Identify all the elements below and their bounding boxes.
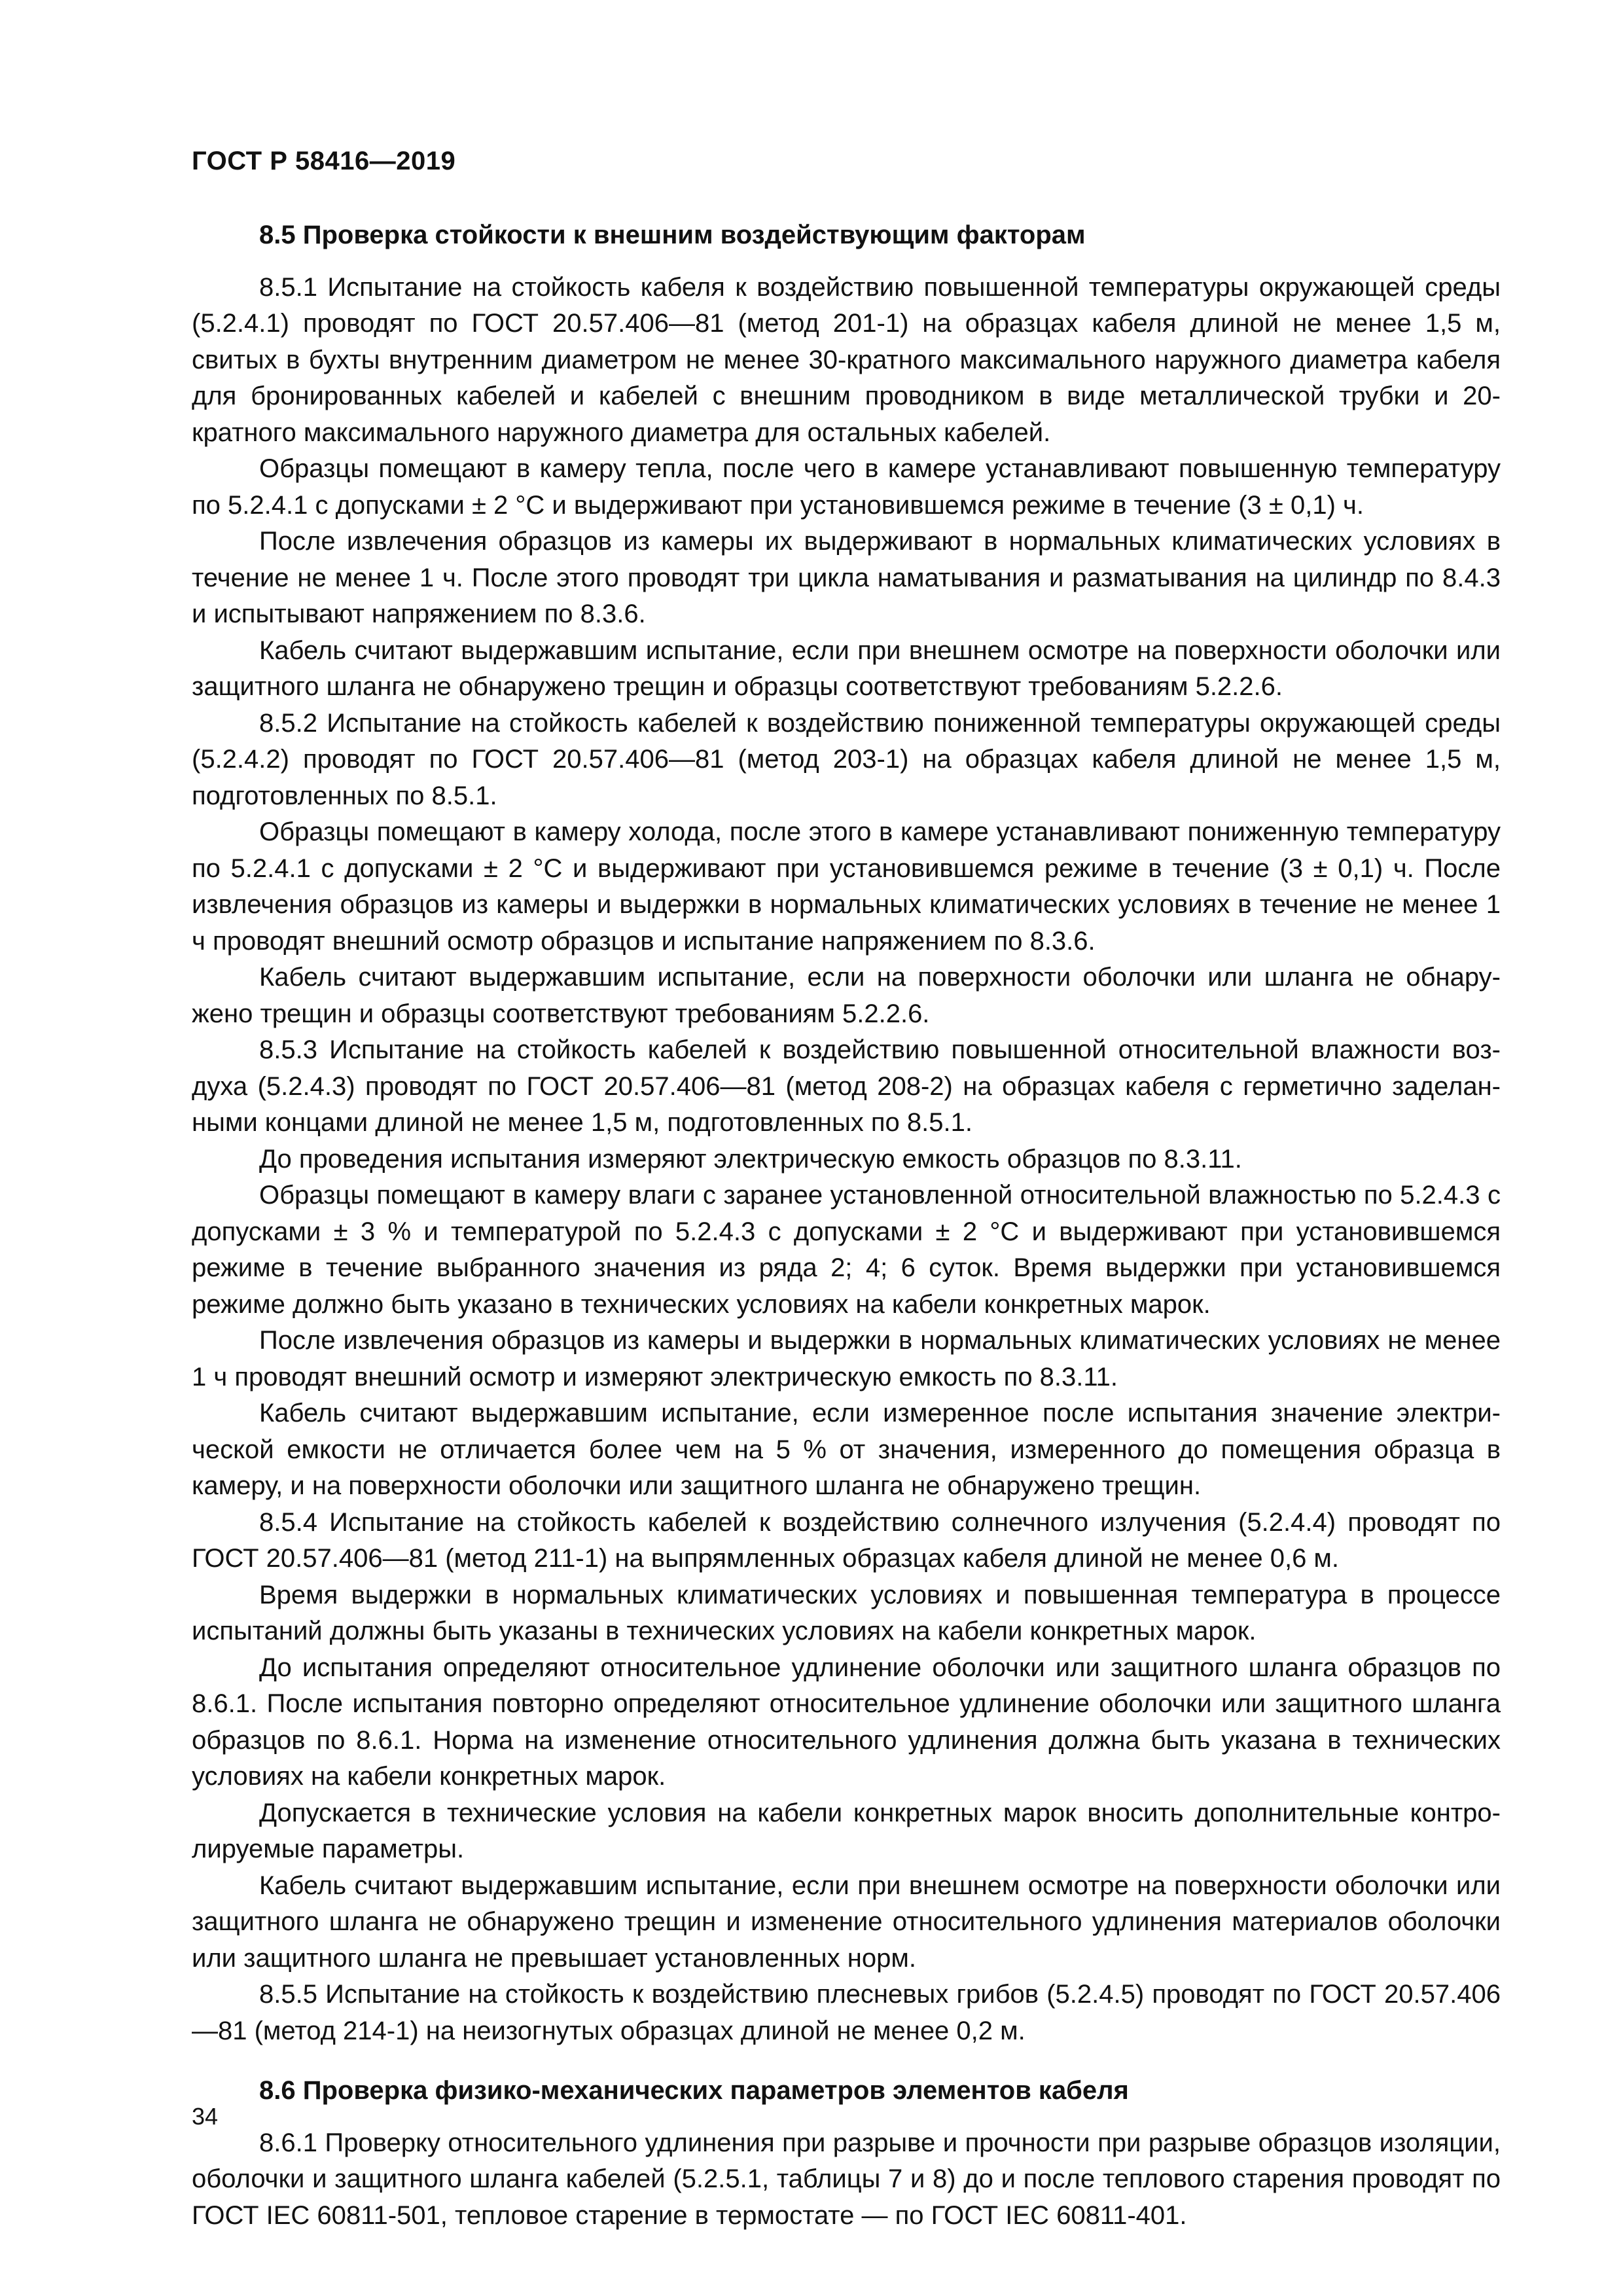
paragraph: До проведения испытания измеряют электрическую емкость образцов по 8.3.11. [259,1144,1242,1174]
paragraph: Образцы помещают в камеру холода, после этого в камере устанавливают пониженную температуру по 5.2.4.1 с допусками ± 2 °С и выдерживают при установившемся режиме в течение (3 ± 0,1) ч. После извлечения образцов из камеры и выдержки в нормальных климатических условиях в течение не менее 1 ч проводят внешний осмотр образцов и испытание напряжением по 8.3.6. [192,817,1501,956]
paragraph: После извлечения образцов из камеры и выдержки в нормальных климатических условиях не менее 1 ч проводят внешний осмотр и измеряют электрическую емкость по 8.3.11. [192,1326,1501,1391]
section-heading: 8.5 Проверка стойкости к внешним воздействующим факторам [259,221,1086,249]
paragraph: После извлечения образцов из камеры их выдерживают в нормальных климатических условиях в течение не менее 1 ч. После этого проводят три цикла наматывания и разматывания на цилиндр по 8.4.3 и испытывают напряжением по 8.3.6. [192,527,1501,628]
paragraph: Образцы помещают в камеру влаги с заранее установленной относительной влажностью по 5.2.4.3 с допусками ± 3 % и температурой по 5.2.4.3 с допусками ± 2 °С и выдерживают при установившемся режиме в течение выбранного значения из ряда 2; 4; 6 суток. Время выдержки при установившемся режиме должно быть указано в технических условиях на кабели конкретных марок. [192,1181,1501,1319]
paragraph: Время выдержки в нормальных климатических условиях и повышенная температура в процессе испытаний должны быть указаны в технических условиях на кабели конкретных марок. [192,1580,1501,1645]
paragraph: Кабель считают выдержавшим испытание, если на поверхности оболочки или шланга не обнаружено трещин и образцы соответствуют требованиям 5.2.2.6. [192,963,1501,1028]
paragraph: 8.5.1 Испытание на стойкость кабеля к воздействию повышенной температуры окружающей среды (5.2.4.1) проводят по ГОСТ 20.57.406—81 (метод 201-1) на образцах кабеля длиной не менее 1,5 м, свитых в бухты внутренним диаметром не менее 30-кратного максимального наружного диаметра кабеля для бронированных кабелей и кабелей с внешним проводником в виде металлической трубки и 20-кратного максимального наружного диаметра для остальных кабелей. [192,272,1501,447]
paragraph: 8.5.2 Испытание на стойкость кабелей к воздействию пониженной температуры окружающей среды (5.2.4.2) проводят по ГОСТ 20.57.406—81 (метод 203-1) на образцах кабеля длиной не менее 1,5 м, подготовленных по 8.5.1. [192,708,1501,810]
document-body [192,217,1501,2234]
paragraph: 8.6.1 Проверку относительного удлинения при разрыве и прочности при разрыве образцов изоляции, оболочки и защитного шланга кабелей (5.2.5.1, таблицы 7 и 8) до и после теплового старения проводят по ГОСТ IEC 60811-501, тепловое старение в термостате — по ГОСТ IEC 60811-401. [192,2128,1501,2230]
paragraph: Допускается в технические условия на кабели конкретных марок вносить дополнительные контролируемые параметры. [192,1798,1501,1863]
page-number: 34 [192,2103,219,2130]
paragraph: Кабель считают выдержавшим испытание, если при внешнем осмотре на поверхности оболочки или защитного шланга не обнаружено трещин и изменение относительного удлинения материалов оболочки или защитного шланга не превышает установленных норм. [192,1871,1501,1973]
section-8-5 [192,217,1501,2049]
paragraph: Кабель считают выдержавшим испытание, если при внешнем осмотре на поверхности оболочки или защитного шланга не обнаружено трещин и образцы соответствуют требованиям 5.2.2.6. [192,636,1501,701]
paragraph: Образцы помещают в камеру тепла, после чего в камере устанавливают повышенную температуру по 5.2.4.1 с допусками ± 2 °С и выдерживают при установившемся режиме в течение (3 ± 0,1) ч. [192,454,1501,520]
paragraph: 8.5.5 Испытание на стойкость к воздействию плесневых грибов (5.2.4.5) проводят по ГОСТ 20.57.406—81 (метод 214-1) на неизогнутых образцах длиной не менее 0,2 м. [192,1980,1501,2045]
paragraph: 8.5.4 Испытание на стойкость кабелей к воздействию солнечного излучения (5.2.4.4) проводят по ГОСТ 20.57.406—81 (метод 211-1) на выпрямленных образцах кабеля длиной не менее 0,6 м. [192,1507,1501,1573]
paragraph: 8.5.3 Испытание на стойкость кабелей к воздействию повышенной относительной влажности воздуха (5.2.4.3) проводят по ГОСТ 20.57.406—81 (метод 208-2) на образцах кабеля с герметично заделанными концами длиной не менее 1,5 м, подготовленных по 8.5.1. [192,1035,1501,1137]
section-heading: 8.6 Проверка физико-механических параметров элементов кабеля [259,2076,1129,2105]
section-8-6 [192,2073,1501,2234]
document-header: ГОСТ Р 58416—2019 [192,147,456,175]
paragraph: Кабель считают выдержавшим испытание, если измеренное после испытания значение электрической емкости не отличается более чем на 5 % от значения, измеренного до помещения образца в камеру, и на поверхности оболочки или защитного шланга не обнаружено трещин. [192,1399,1501,1500]
paragraph: До испытания определяют относительное удлинение оболочки или защитного шланга образцов по 8.6.1. После испытания повторно определяют относительное удлинение оболочки или защитного шланга образцов по 8.6.1. Норма на изменение относительного удлинения должна быть указана в технических условиях на кабели конкретных марок. [192,1653,1501,1791]
